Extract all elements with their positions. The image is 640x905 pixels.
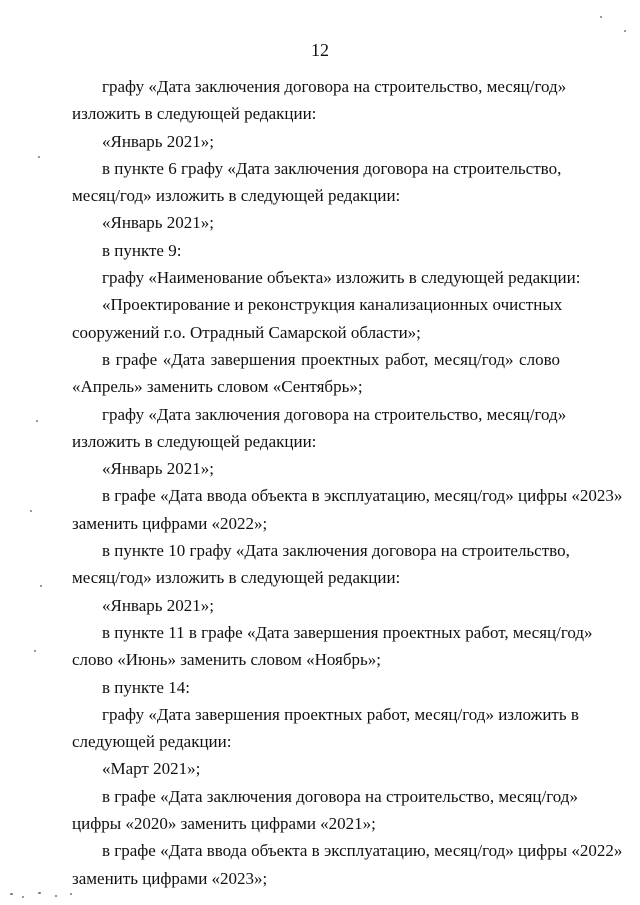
document-body [72,73,623,892]
text-line: в пункте 6 графу «Дата заключения договора на строительство, [102,158,562,178]
scan-speck [624,30,626,32]
scan-speck [36,420,38,422]
text-line: «Апрель» заменить словом «Сентябрь»; [72,377,363,397]
text-line: цифры «2020» заменить цифрами «2021»; [72,814,376,834]
text-line: в графе «Дата ввода объекта в эксплуатацию, месяц/год» цифры «2022» [102,841,623,861]
text-line: месяц/год» изложить в следующей редакции: [72,186,401,206]
scan-speck [22,896,24,898]
text-line: в графе «Дата заключения договора на строительство, месяц/год» [102,786,578,806]
text-line: «Март 2021»; [102,759,201,779]
scan-speck [38,156,40,158]
text-line: «Январь 2021»; [102,595,215,615]
scan-speck [40,585,42,587]
text-line: «Январь 2021»; [102,213,215,233]
scan-speck [34,650,36,652]
scan-speck [10,893,13,895]
scan-speck [30,510,32,512]
text-line: «Январь 2021»; [102,131,215,151]
scan-speck [600,16,602,18]
text-line: сооружений г.о. Отрадный Самарской области»; [72,322,421,342]
text-line: заменить цифрами «2023»; [72,868,268,888]
text-line: графу «Наименование объекта» изложить в следующей редакции: [102,268,581,288]
text-line: в пункте 10 графу «Дата заключения договора на строительство, [102,541,570,561]
text-line: изложить в следующей редакции: [72,104,317,124]
text-line: графу «Дата заключения договора на строительство, месяц/год» [102,404,567,424]
text-line: графу «Дата заключения договора на строительство, месяц/год» [102,77,567,96]
text-line: месяц/год» изложить в следующей редакции: [72,568,401,588]
text-line: в графе «Дата завершения проектных работ, месяц/год» слово [102,349,560,369]
text-line: графу «Дата завершения проектных работ, месяц/год» изложить в [102,704,579,724]
text-line: заменить цифрами «2022»; [72,513,268,533]
text-line: слово «Июнь» заменить словом «Ноябрь»; [72,650,381,670]
scan-speck [38,892,41,894]
text-line: изложить в следующей редакции: [72,431,317,451]
text-line: в пункте 11 в графе «Дата завершения проектных работ, месяц/год» [102,622,593,642]
text-line: «Январь 2021»; [102,459,215,479]
text-line: следующей редакции: [72,732,232,752]
text-line: в пункте 9: [102,240,182,260]
text-line: «Проектирование и реконструкция канализационных очистных [102,295,563,315]
page-number: 12 [311,40,329,60]
text-line: в пункте 14: [102,677,190,697]
text-line: в графе «Дата ввода объекта в эксплуатацию, месяц/год» цифры «2023» [102,486,623,506]
scan-speck [55,895,57,897]
scan-speck [70,893,72,895]
